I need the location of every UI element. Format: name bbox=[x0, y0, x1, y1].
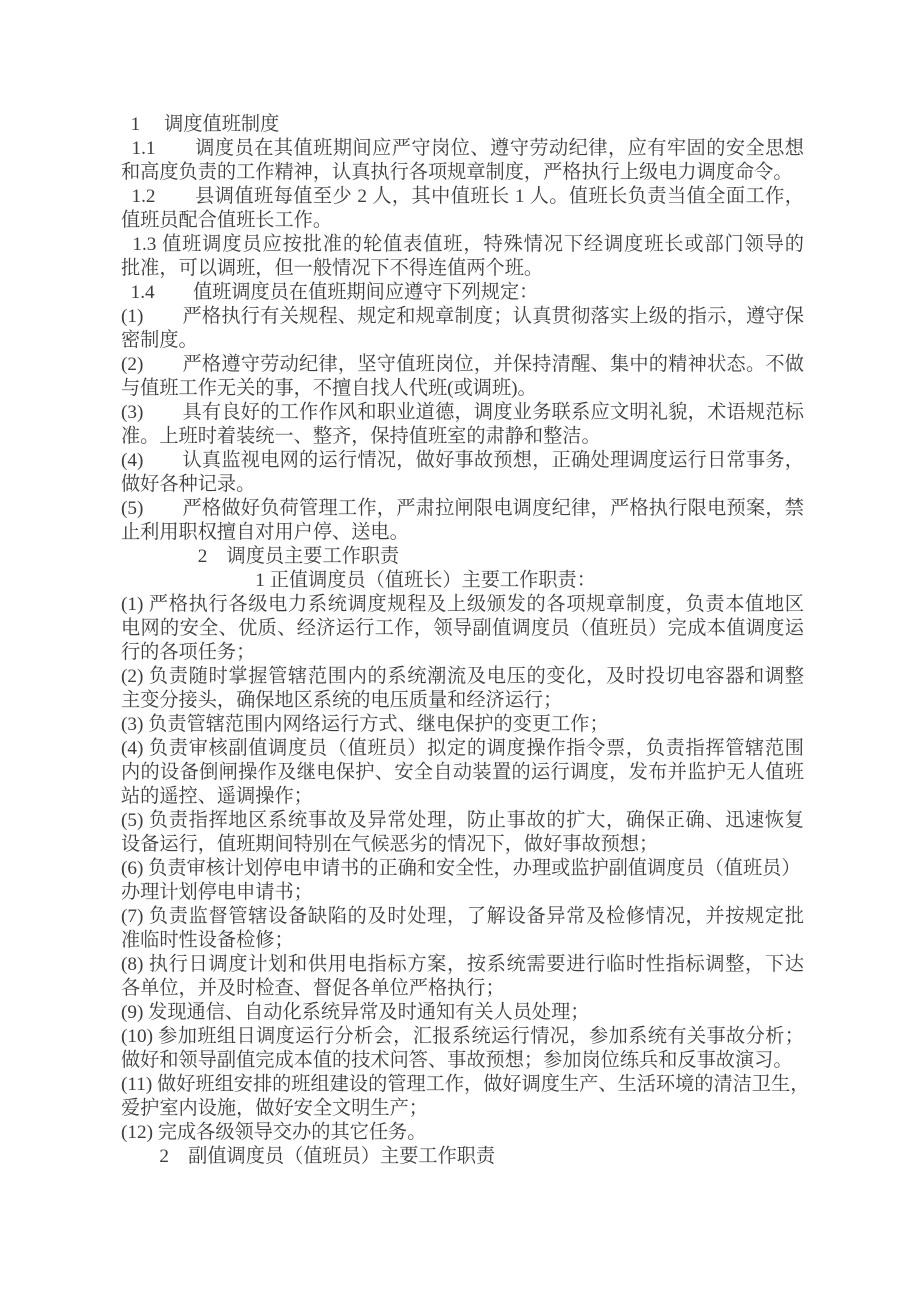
text-line: (9) 发现通信、自动化系统异常及时通知有关人员处理； bbox=[121, 1002, 590, 1023]
text-line: 2 副值调度员（值班员）主要工作职责 bbox=[121, 1146, 496, 1167]
text-line: 设备运行，值班期间特别在气候恶劣的情况下，做好事故预想； bbox=[121, 834, 659, 855]
text-line: 和高度负责的工作精神，认真执行各项规章制度，严格执行上级电力调度命令。 bbox=[121, 162, 793, 183]
text-line: (1) 严格执行有关规程、规定和规章制度；认真贯彻落实上级的指示，遵守保 bbox=[121, 306, 804, 327]
text-line: (12) 完成各级领导交办的其它任务。 bbox=[121, 1122, 427, 1143]
text-line: 值班员配合值班长工作。 bbox=[121, 210, 333, 231]
text-line: 准。上班时着装统一、整齐，保持值班室的肃静和整洁。 bbox=[121, 426, 601, 447]
text-line: 做好各种记录。 bbox=[121, 474, 256, 495]
text-line: (2) 严格遵守劳动纪律，坚守值班岗位，并保持清醒、集中的精神状态。不做 bbox=[121, 354, 804, 375]
text-line: (5) 严格做好负荷管理工作，严肃拉闸限电调度纪律，严格执行限电预案，禁 bbox=[121, 498, 804, 519]
text-line: (1) 严格执行各级电力系统调度规程及上级颁发的各项规章制度，负责本值地区 bbox=[121, 594, 804, 615]
text-line: 办理计划停电申请书； bbox=[121, 882, 313, 903]
text-line: 主变分接头，确保地区系统的电压质量和经济运行； bbox=[121, 690, 563, 711]
text-line: 1 正值调度员（值班长）主要工作职责： bbox=[121, 570, 596, 591]
text-line: (3) 具有良好的工作作风和职业道德，调度业务联系应文明礼貌，术语规范标 bbox=[121, 402, 804, 423]
text-line: (10) 参加班组日调度运行分析会，汇报系统运行情况，参加系统有关事故分析； bbox=[121, 1026, 804, 1047]
text-line: 1 调度值班制度 bbox=[121, 114, 280, 135]
text-line: 1.3 值班调度员应按批准的轮值表值班，特殊情况下经调度班长或部门领导的 bbox=[121, 234, 804, 255]
text-line: (5) 负责指挥地区系统事故及异常处理，防止事故的扩大，确保正确、迅速恢复 bbox=[121, 810, 804, 831]
document-text-block bbox=[121, 113, 810, 1169]
text-line: 1.2 县调值班每值至少 2 人，其中值班长 1 人。值班长负责当值全面工作， bbox=[121, 186, 804, 207]
text-line: (6) 负责审核计划停电申请书的正确和安全性，办理或监护副值调度员（值班员） bbox=[121, 858, 801, 879]
text-line: 止利用职权擅自对用户停、送电。 bbox=[121, 522, 409, 543]
text-line: 爱护室内设施，做好安全文明生产； bbox=[121, 1098, 428, 1119]
text-line: 电网的安全、优质、经济运行工作，领导副值调度员（值班员）完成本值调度运 bbox=[121, 618, 804, 639]
text-line: 站的遥控、遥调操作； bbox=[121, 786, 313, 807]
text-line: 批准，可以调班，但一般情况下不得连值两个班。 bbox=[121, 258, 544, 279]
text-line: 1.1 调度员在其值班期间应严守岗位、遵守劳动纪律，应有牢固的安全思想 bbox=[121, 138, 804, 159]
text-line: 内的设备倒闸操作及继电保护、安全自动装置的运行调度，发布并监护无人值班 bbox=[121, 762, 804, 783]
text-line: (4) 负责审核副值调度员（值班员）拟定的调度操作指令票，负责指挥管辖范围 bbox=[121, 738, 804, 759]
text-line: (4) 认真监视电网的运行情况，做好事故预想，正确处理调度运行日常事务， bbox=[121, 450, 804, 471]
text-line: 1.4 值班调度员在值班期间应遵守下列规定： bbox=[121, 282, 539, 303]
text-line: (7) 负责监督管辖设备缺陷的及时处理，了解设备异常及检修情况，并按规定批 bbox=[121, 906, 804, 927]
text-line: 做好和领导副值完成本值的技术问答、事故预想；参加岗位练兵和反事故演习。 bbox=[121, 1050, 793, 1071]
text-line: (8) 执行日调度计划和供用电指标方案，按系统需要进行临时性指标调整，下达 bbox=[121, 954, 804, 975]
text-line: (3) 负责管辖范围内网络运行方式、继电保护的变更工作； bbox=[121, 714, 609, 735]
text-line: 2 调度员主要工作职责 bbox=[121, 546, 400, 567]
text-line: (11) 做好班组安排的班组建设的管理工作，做好调度生产、生活环境的清洁卫生， bbox=[121, 1074, 810, 1095]
text-line: 与值班工作无关的事，不擅自找人代班(或调班)。 bbox=[121, 378, 537, 399]
text-line: 密制度。 bbox=[121, 330, 198, 351]
text-line: (2) 负责随时掌握管辖范围内的系统潮流及电压的变化，及时投切电容器和调整 bbox=[121, 666, 804, 687]
text-line: 准临时性设备检修； bbox=[121, 930, 294, 951]
text-line: 行的各项任务； bbox=[121, 642, 256, 663]
text-line: 各单位，并及时检查、督促各单位严格执行； bbox=[121, 978, 505, 999]
